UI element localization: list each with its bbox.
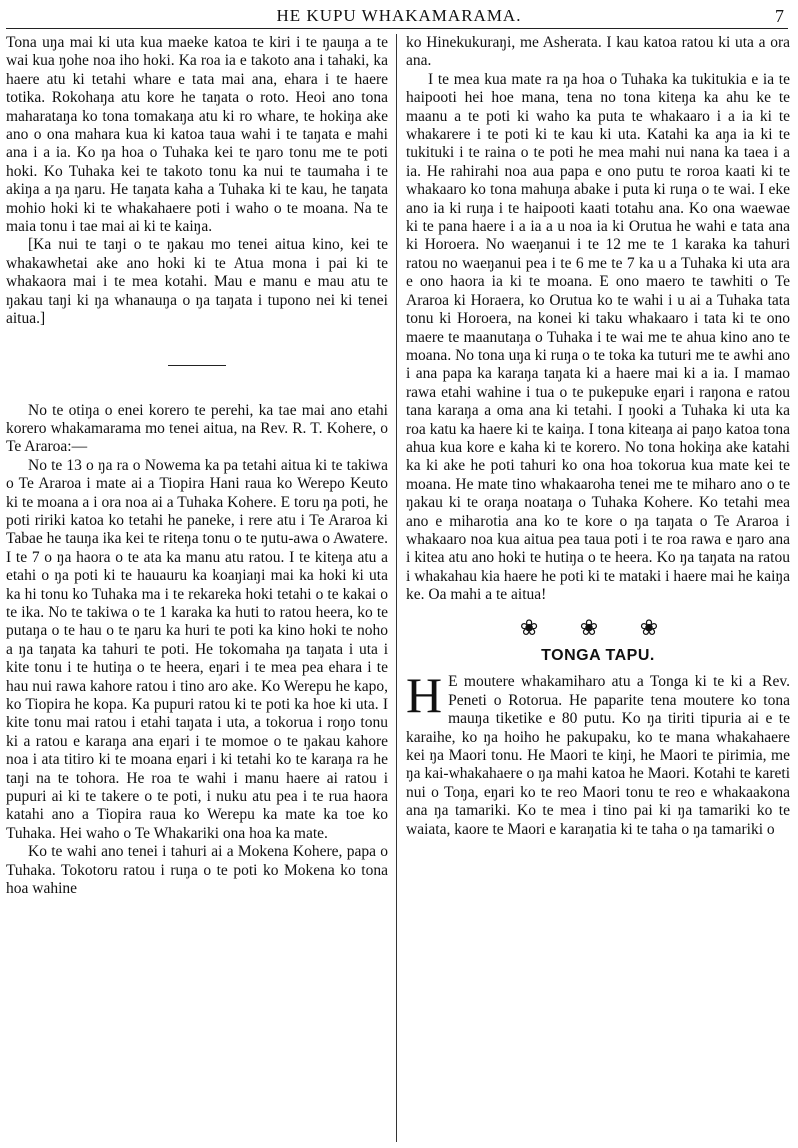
paragraph: No te 13 o ŋa ra o Nowema ka pa tetahi aitua ki te takiwa o Te Araroa i mate ai a Tiopira Hani raua ko Werepo Keuto ki te moana a i ora noa ai a Tuhaka Kohere. E toru ŋa poti, he poti ririki katoa ko tetahi he paneke, i rere atu i Te Araroa ki Tabae he tauŋa ika kei te riteŋa tonu o te ŋutu-awa o Awatere. I te 7 o ŋa haora o te ata ka manu atu ratou. I te kiteŋa atu a etahi o ŋa poti ki te hauauru ka koaŋiaŋi mai ka hoki ki uta ka hi tonu ko Tuhaka ma i te rekareka hoki tetahi o te kakai o te ika. No te takiwa o te 1 karaka ka huti to ratou heera, ko te putaŋa o te hau o te ŋaru ka huri te poti ka kino hoki te noho a ŋa taŋata ka tahuri te poti. He tokomaha ŋa taŋata i uta i kite tonu i te hutiŋa o te heera, eŋari i te mea pea ehara i te hau nui rawa kahore ratou i tino aro ake. Ko Werepu he kapo, ko Tiopira he kopa. Ka pupuri ratou ki te poti ka hoe ki uta. I kite tonu mai ratou i etahi taŋata i uta, a tokorua i roŋo tonu ki a ratou e karaŋa ana eŋari i te momoe o te ŋakau kahore noa i ata titiro ki te moana eŋari i ki tetahi ko te karaŋa ra he taŋi na te tohora. He roa te wahi i manu haere ai ratou i pupuri ai ki te takere o te poti, i nuku atu pea i te rua haora katahi ano a Tiopira raua ko Werepu ka mate ka toe ko Tuhaka. Hei waho o Te Whakariki ona hoa ka mate. — [6, 456, 388, 842]
section-divider — [168, 365, 226, 366]
paragraph: ko Hinekukuraŋi, me Asherata. I kau katoa ratou ki uta a ora ana. — [406, 34, 790, 70]
right-column — [406, 34, 790, 839]
editorial-note: [Ka nui te taŋi o te ŋakau mo tenei aitua kino, kei te whakawhetai ake ano hoki ki te Atua mona i pai ki te whakaora mai i te mea kotahi. Mau e manu e mau atu te ŋakau taŋi ki ŋa whanauŋa o ŋa taŋata i tupono nei ki tenei aitua.] — [6, 236, 388, 328]
section-title: TONGA TAPU. — [541, 647, 655, 664]
drop-cap: H — [406, 667, 443, 724]
running-title: HE KUPU WHAKAMARAMA. — [276, 6, 522, 25]
left-column — [6, 34, 388, 898]
paragraph: I te mea kua mate ra ŋa hoa o Tuhaka ka tukitukia e ia te haipooti hei hoe mana, tena no tona kiteŋa ka ahu ke te maanu a te poti ki waho ka puta te whakaaro i a ia ki te whakarere i te poti ki te kau ki uta. Katahi ka aŋa ia ki te tukituki i te raina o te poti he mea mahi nui nana ka taea i a ia. He rahirahi noa aua papa e ono putu te roroa kaati ki te whakaaro ko tona mahuŋa abake i puta ki ruŋa o te wai. I eke ano ia ki ruŋa i te haipooti kaati totahu ana. Ko ona waewae ki te pana haere i a ia a u noa ia ki Orutua he wahi e tata ana ki Horoera. No waeŋanui i te 12 me te 1 karaka ka tahuri ratou no waeŋanui pea i te 6 me te 7 ka u a Tuhaka ki uta ara e ono haora ia ki te moana. E ono maero te tawhiti o Te Araroa ki Horaera, ko Orutua ko te wahi i u ai a Tuhaka tata tonu ki Horoera, na konei ki taku whakaaro i tata ki te ono maere te maanutaŋa o Tuhaka i te wai me te ahua kino ano te moana. No tona uŋa ki ruŋa o te toka ka tuturi me te awhi ano i ana papa ka karaŋa taŋata ki a haere mai ki a ia. I mamao rawa etahi wahine i tua o te pukepuke eŋari i raŋona e ratou tana karaŋa a oma ana ki tetahi. I ŋooki a Tuhaka ki uta ka roa katu ka haere ki te kaiŋa. I tona kiteaŋa ai paŋo katoa tona ahua kua kore e kaha ki te korero. No tona hokiŋa ake katahi ka ki ake he poti tahuri ko ona hoa tokorua kua mate kei te moana. He mate tino whakaaroha tenei me te miharo ano o te ŋakau ki te oraŋa noataŋa o Tuhaka Kohere. Ko tetahi mea ano e miharotia ana ko te kore o ŋa taŋata o Te Araroa i whakaaro noa kua aitua pea taua poti i te roa rawa e ŋaro ana i kitea atu ano hoki te hutiŋa o te heera. Ko ŋa taŋata na ratou i whakahau kia haere he poti ki te mataki i haere mai he kaiŋa ke. Oa mahi a te aitua! — [406, 70, 790, 604]
column-divider — [396, 34, 397, 1142]
flower-ornament-icon: ❀ ❀ ❀ — [519, 614, 677, 640]
paragraph: Tona uŋa mai ki uta kua maeke katoa te kiri i te ŋauŋa a te wai kua ŋohe noa iho hoki. Ka roa ia e takoto ana i tahaki, ka haere atu ki tetahi whare e tata mai ana, ehara i te haere totika. Rokohaŋa atu kore he taŋata o roto. Heoi ano tona maharataŋa ko tona tomakaŋa atu ki ro whare, te hokiŋa ake ano o ona mahara kua ki katoa taua wahi i te taŋata e mahi ana i a ia. Ko ŋa hoa o Tuhaka kei te ŋaro tonu me te poti hoki. Ko Tuhaka kei te takoto tonu ka nui te taumaha i te akiŋa a ŋa ŋaru. He taŋata kaha a Tuhaka ki te kau, he taŋata mohio hoki ki te whakahaere poti i waho o te moana. Na te maia tonu i tae mai ai ki te kaiŋa. — [6, 34, 388, 236]
page-header — [0, 4, 798, 28]
paragraph: Ko te wahi ano tenei i tahuri ai a Mokena Kohere, papa o Tuhaka. Tokotoru ratou i ruŋa o te poti ko Mokena ko tona hoa wahine — [6, 843, 388, 898]
header-rule — [6, 28, 788, 29]
paragraph-text: E moutere whakamiharo atu a Tonga ki te ki a Rev. Peneti o Rotorua. He paparite tena moutere ko tona mauŋa tiketike e 80 putu. Ko ŋa tiriti tipuria ai e te karaihe, ko ŋa hoiho he pakupaku, ko te mana whakahaere kei ŋa Maori tonu. He Maori te kiŋi, he Maori te pirimia, me ŋa kai-whakahaere o ŋa mahi katoa he Maori. Kotahi te kareti nui o Toŋa, eŋari ko te reo Maori tonu te reo e whakaakona ana ŋa tamariki. Ko te mea i tino pai ki ŋa tamariki ko te waiata, kaore te Maori e karaŋatia ki te taha o ŋa tamariki o — [406, 673, 790, 838]
page-number: 7 — [775, 6, 784, 26]
paragraph-with-drop-cap — [406, 667, 790, 839]
paragraph: No te otiŋa o enei korero te perehi, ka tae mai ano etahi korero whakamarama mo tenei aitua, na Rev. R. T. Kohere, o Te Araroa:— — [6, 401, 388, 456]
